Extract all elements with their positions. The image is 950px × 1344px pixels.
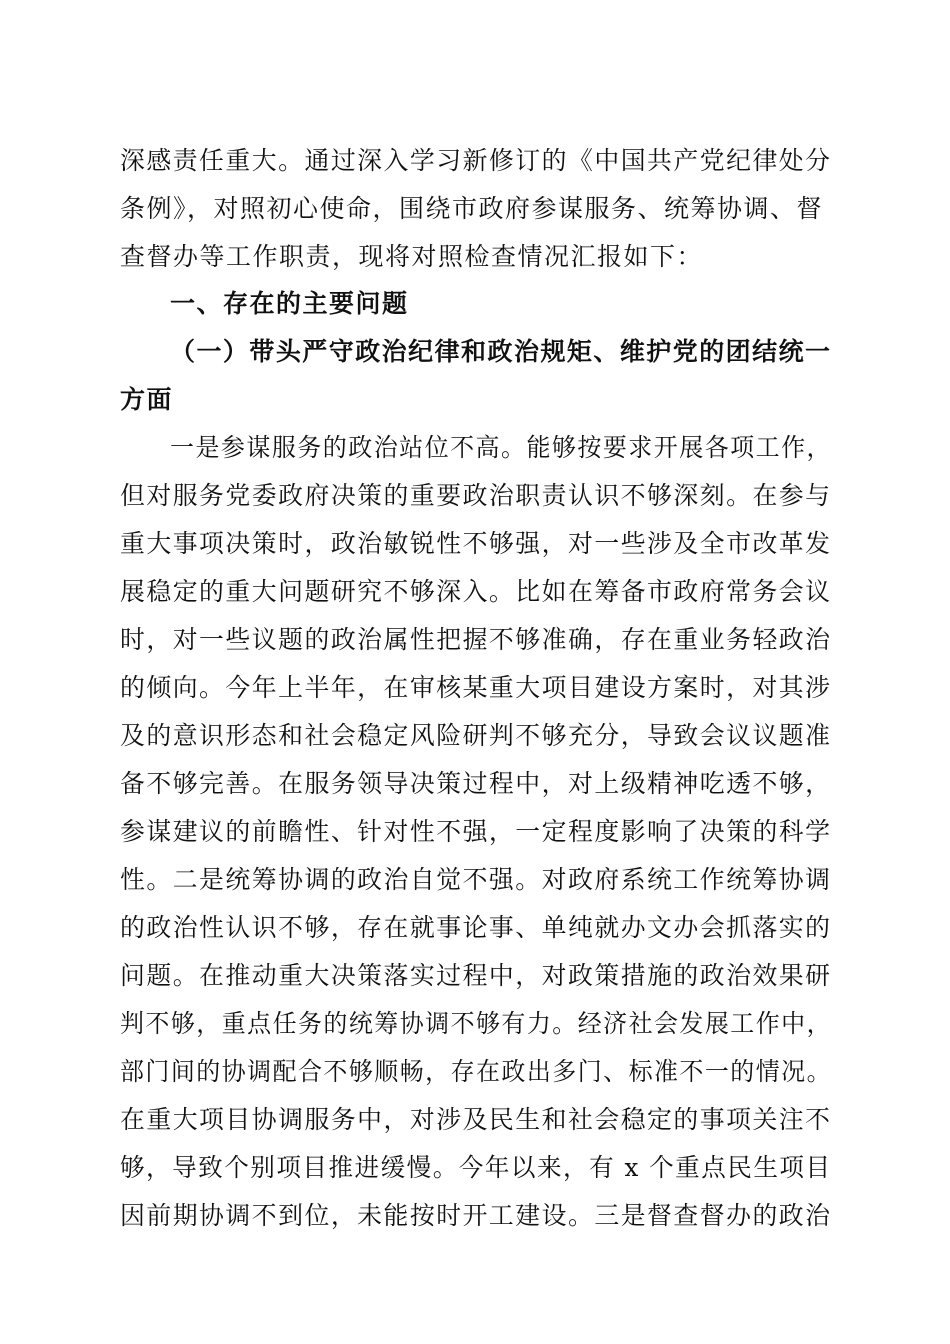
subsection-heading: （一）带头严守政治纪律和政治规矩、维护党的团结统一	[170, 337, 832, 366]
text-line: 备不够完善。在服务领导决策过程中，对上级精神吃透不够，	[120, 769, 832, 798]
text-line: 重大事项决策时，政治敏锐性不够强，对一些涉及全市改革发	[120, 529, 832, 558]
text-line: 参谋建议的前瞻性、针对性不强，一定程度影响了决策的科学	[120, 817, 832, 846]
text-line: 部门间的协调配合不够顺畅，存在政出多门、标准不一的情况。	[120, 1057, 833, 1086]
text-line: 问题。在推动重大决策落实过程中，对政策措施的政治效果研	[120, 961, 832, 990]
text-line: 判不够，重点任务的统筹协调不够有力。经济社会发展工作中，	[120, 1009, 833, 1038]
text-line: 性。二是统筹协调的政治自觉不强。对政府系统工作统筹协调	[120, 865, 832, 894]
text-line: 因前期协调不到位，未能按时开工建设。三是督查督办的政治	[120, 1201, 832, 1230]
text-line: 但对服务党委政府决策的重要政治职责认识不够深刻。在参与	[120, 481, 832, 510]
subsection-heading: 方面	[120, 385, 174, 414]
text-line: 条例》，对照初心使命，围绕市政府参谋服务、统筹协调、督	[120, 194, 824, 223]
text-line: 时，对一些议题的政治属性把握不够准确，存在重业务轻政治	[120, 625, 832, 654]
text-line: 一是参谋服务的政治站位不高。能够按要求开展各项工作，	[170, 433, 833, 462]
text-line: 查督办等工作职责，现将对照检查情况汇报如下：	[120, 242, 704, 271]
text-line: 够，导致个别项目推进缓慢。今年以来，有 x 个重点民生项目	[120, 1153, 832, 1182]
text-line: 深感责任重大。通过深入学习新修订的《中国共产党纪律处分	[120, 146, 832, 175]
text-line: 的倾向。今年上半年，在审核某重大项目建设方案时，对其涉	[120, 673, 832, 702]
text-line: 展稳定的重大问题研究不够深入。比如在筹备市政府常务会议	[120, 577, 832, 606]
section-heading: 一、存在的主要问题	[170, 289, 409, 318]
text-line: 的政治性认识不够，存在就事论事、单纯就办文办会抓落实的	[120, 913, 832, 942]
text-line: 在重大项目协调服务中，对涉及民生和社会稳定的事项关注不	[120, 1105, 832, 1134]
text-line: 及的意识形态和社会稳定风险研判不够充分，导致会议议题准	[120, 721, 832, 750]
